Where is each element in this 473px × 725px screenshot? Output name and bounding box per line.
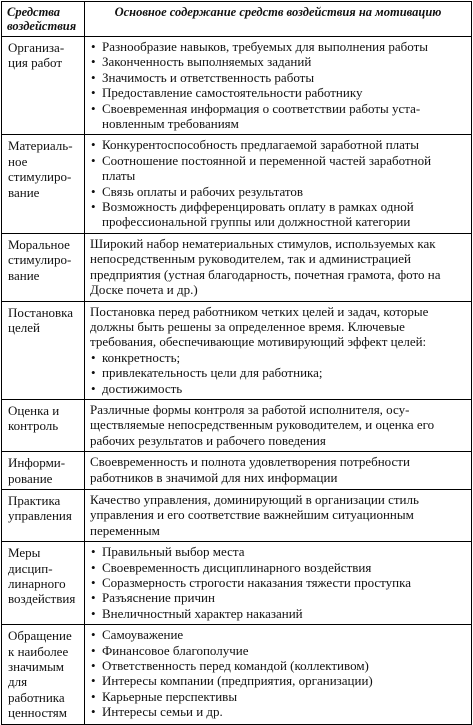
- bullet-list: [90, 627, 466, 719]
- row-content: Качество управления, доминирующий в организации стиль управления и его соответствие важнейшим ситуационным переменным: [85, 489, 472, 541]
- list-item: • Интересы компании (предприятия, организации): [90, 673, 466, 688]
- table-row: [2, 301, 472, 399]
- list-item: • Разъяснение причин: [90, 590, 466, 605]
- row-name: Обращение к наиболее значимым для работника ценностям: [2, 625, 85, 724]
- table-row: [2, 233, 472, 301]
- row-name: Моральное стимулирование: [2, 233, 85, 301]
- list-item: • Соотношение постоянной и переменной частей заработной платы: [90, 153, 466, 184]
- header-means: Средства воздействия: [2, 2, 85, 37]
- list-item: • Возможность дифференцировать оплату в рамках одной профессиональной группы или должностной категории: [90, 199, 466, 230]
- table-row: [2, 489, 472, 541]
- list-item: • Ответственность перед командой (коллективом): [90, 658, 466, 673]
- table-row: [2, 452, 472, 490]
- row-content: [85, 625, 472, 724]
- row-name: Информирование: [2, 452, 85, 490]
- list-item: • Внеличностный характер наказаний: [90, 606, 466, 621]
- bullet-list: [90, 544, 466, 621]
- row-content: [85, 542, 472, 625]
- row-name: Оценка и контроль: [2, 399, 85, 451]
- list-item: • Своевременность дисциплинарного воздействия: [90, 560, 466, 575]
- list-item: • Карьерные перспективы: [90, 689, 466, 704]
- header-content: Основное содержание средств воздействия на мотивацию: [85, 2, 472, 37]
- row-name: Меры дисциплинарного воздействия: [2, 542, 85, 625]
- row-name: Материальное стимулирование: [2, 135, 85, 233]
- row-content: [85, 301, 472, 399]
- list-item: • Финансовое благополучие: [90, 643, 466, 658]
- row-content: [85, 37, 472, 135]
- bullet-list: [90, 350, 466, 396]
- list-item: • Своевременная информация о соответствии работы установленным требованиям: [90, 101, 466, 132]
- list-item: • Самоуважение: [90, 627, 466, 642]
- list-item: • Правильный выбор места: [90, 544, 466, 559]
- list-item: • привлекательность цели для работника;: [90, 365, 466, 380]
- list-item: • Предоставление самостоятельности работнику: [90, 85, 466, 100]
- list-item: • Интересы семьи и др.: [90, 704, 466, 719]
- list-item: • Значимость и ответственность работы: [90, 70, 466, 85]
- list-item: • Соразмерность строгости наказания тяжести проступка: [90, 575, 466, 590]
- table-row: [2, 542, 472, 625]
- row-paragraph: Постановка перед работником четких целей и задач, которые должны быть решены за определенное время. Ключевые требования, обеспечивающие мотивирующий эффект целей:: [90, 303, 429, 350]
- row-content: Своевременность и полнота удовлетворения потребности работников в значимой для них информации: [85, 452, 472, 490]
- list-item: • достижимость: [90, 381, 466, 396]
- table-row: [2, 625, 472, 724]
- list-item: • Связь оплаты и рабочих результатов: [90, 184, 466, 199]
- list-item: • Конкурентоспособность предлагаемой заработной платы: [90, 137, 466, 152]
- list-item: • Законченность выполняемых заданий: [90, 54, 466, 69]
- row-content: [85, 135, 472, 233]
- list-item: • конкретность;: [90, 350, 466, 365]
- motivation-table: [1, 1, 472, 725]
- row-content: Различные формы контроля за работой исполнителя, осуществляемые непосредственным руководителем, и оценка его рабочих результатов и рабочего поведения: [85, 399, 472, 451]
- table-header-row: [2, 2, 472, 37]
- row-content: Широкий набор нематериальных стимулов, используемых как непосредственным руководителем, так и администрацией предприятия (устная благодарность, почетная грамота, фото на Доске почета и др.): [85, 233, 472, 301]
- bullet-list: [90, 39, 466, 131]
- bullet-list: [90, 137, 466, 229]
- table-row: [2, 37, 472, 135]
- row-name: Организация работ: [2, 37, 85, 135]
- table-row: [2, 135, 472, 233]
- row-name: Постановка целей: [2, 301, 85, 399]
- list-item: • Разнообразие навыков, требуемых для выполнения работы: [90, 39, 466, 54]
- table-row: [2, 399, 472, 451]
- row-name: Практика управления: [2, 489, 85, 541]
